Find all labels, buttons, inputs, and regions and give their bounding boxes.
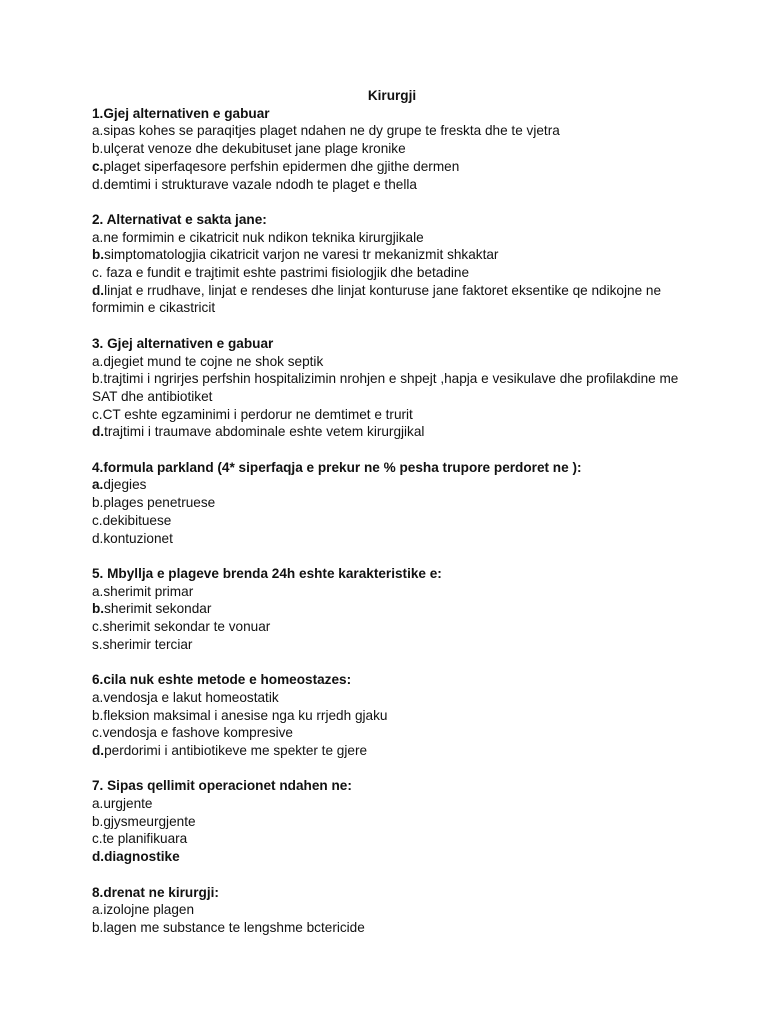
option-letter: c. xyxy=(92,619,103,635)
option-text: perdorimi i antibiotikeve me spekter te gjere xyxy=(104,742,368,758)
answer-option xyxy=(92,229,682,247)
answer-option xyxy=(92,370,682,405)
question-text: 8.drenat ne kirurgji: xyxy=(92,884,219,900)
option-letter: a. xyxy=(92,689,104,705)
answer-option xyxy=(92,140,682,158)
option-letter: a. xyxy=(92,229,104,245)
option-letter: d. xyxy=(92,282,105,298)
option-text: linjat e rrudhave, linjat e rendeses dhe linjat konturuse jane faktoret eksentike qe ndikojne ne formimin e cikastricit xyxy=(92,282,662,316)
option-letter: d. xyxy=(92,849,105,865)
option-letter: d. xyxy=(92,742,105,758)
option-letter: b. xyxy=(92,371,104,387)
answer-option xyxy=(92,530,682,548)
option-text: sherimir terciar xyxy=(102,636,193,652)
option-letter: b. xyxy=(92,707,104,723)
option-text: plages penetruese xyxy=(103,495,216,511)
option-letter: c. xyxy=(92,158,104,174)
answer-option xyxy=(92,122,682,140)
answer-option xyxy=(92,848,682,866)
document-title: Kirurgji xyxy=(367,88,417,103)
question-list xyxy=(92,105,682,937)
option-letter: d. xyxy=(92,176,104,192)
question-text: 4.formula parkland (4* siperfaqja e prekur ne % pesha trupore perdoret ne ): xyxy=(92,459,582,475)
option-text: djegies xyxy=(103,477,147,493)
option-letter: c. xyxy=(92,512,103,528)
answer-option xyxy=(92,583,682,601)
answer-option xyxy=(92,689,682,707)
question-block xyxy=(92,884,682,937)
option-text: diagnostike xyxy=(104,849,180,865)
answer-option xyxy=(92,742,682,760)
answer-option xyxy=(92,476,682,494)
option-text: plaget siperfaqesore perfshin epidermen dhe gjithe dermen xyxy=(103,158,460,174)
question-block xyxy=(92,105,682,194)
option-text: ne formimin e cikatricit nuk ndikon teknika kirurgjikale xyxy=(103,229,424,245)
option-text: sherimit sekondar te vonuar xyxy=(102,619,271,635)
question-block xyxy=(92,565,682,654)
option-letter: b. xyxy=(92,247,105,263)
option-text: fleksion maksimal i anesise nga ku rrjedh gjaku xyxy=(103,707,388,723)
option-text: simptomatologjia cikatricit varjon ne varesi tr mekanizmit shkaktar xyxy=(104,247,499,263)
question-block xyxy=(92,335,682,441)
answer-option xyxy=(92,512,682,530)
option-text: sherimit sekondar xyxy=(104,601,212,617)
option-letter: b. xyxy=(92,141,104,157)
answer-option xyxy=(92,707,682,725)
option-letter: d. xyxy=(92,424,105,440)
option-letter: a. xyxy=(92,796,104,812)
option-text: dekibituese xyxy=(102,512,172,528)
option-letter: a. xyxy=(92,477,104,493)
option-text: vendosja e fashove kompresive xyxy=(102,725,293,741)
question-text: 2. Alternativat e sakta jane: xyxy=(92,211,267,227)
question-text: 1.Gjej alternativen e gabuar xyxy=(92,105,270,121)
option-text: sipas kohes se paraqitjes plaget ndahen ne dy grupe te freskta dhe te vjetra xyxy=(103,123,560,139)
answer-option xyxy=(92,158,682,176)
question-block xyxy=(92,777,682,866)
option-letter: c. xyxy=(92,265,103,281)
option-text: te planifikuara xyxy=(102,831,188,847)
option-letter: b. xyxy=(92,919,104,935)
option-letter: c. xyxy=(92,406,103,422)
option-letter: a. xyxy=(92,583,104,599)
answer-option xyxy=(92,901,682,919)
answer-option xyxy=(92,423,682,441)
option-text: kontuzionet xyxy=(103,530,173,546)
answer-option xyxy=(92,264,682,282)
answer-option xyxy=(92,176,682,194)
option-text: urgjente xyxy=(103,796,153,812)
option-letter: a. xyxy=(92,353,104,369)
answer-option xyxy=(92,494,682,512)
option-text: djegiet mund te cojne ne shok septik xyxy=(103,353,324,369)
option-text: vendosja e lakut homeostatik xyxy=(103,689,279,705)
option-letter: b. xyxy=(92,813,104,829)
answer-option xyxy=(92,600,682,618)
answer-option xyxy=(92,353,682,371)
option-text: ulçerat venoze dhe dekubituset jane plage kronike xyxy=(103,141,406,157)
answer-option xyxy=(92,724,682,742)
option-letter: c. xyxy=(92,725,103,741)
option-letter: b. xyxy=(92,601,105,617)
answer-option xyxy=(92,795,682,813)
option-text: izolojne plagen xyxy=(103,902,195,918)
option-letter: c. xyxy=(92,831,103,847)
question-text: 6.cila nuk eshte metode e homeostazes: xyxy=(92,672,352,688)
option-letter: b. xyxy=(92,495,104,511)
question-block xyxy=(92,671,682,760)
answer-option xyxy=(92,618,682,636)
answer-option xyxy=(92,636,682,654)
option-letter: d. xyxy=(92,530,104,546)
option-letter: s. xyxy=(92,636,103,652)
option-text: demtimi i strukturave vazale ndodh te plaget e thella xyxy=(103,176,417,192)
answer-option xyxy=(92,813,682,831)
answer-option xyxy=(92,246,682,264)
option-text: sherimit primar xyxy=(103,583,194,599)
option-text: trajtimi i ngrirjes perfshin hospitalizimin nrohjen e shpejt ,hapja e vesikulave dhe profilakdine me SAT dhe antibiotiket xyxy=(92,371,679,404)
option-text: trajtimi i traumave abdominale eshte vetem kirurgjikal xyxy=(104,424,425,440)
question-block xyxy=(92,459,682,548)
question-block xyxy=(92,211,682,317)
question-text: 7. Sipas qellimit operacionet ndahen ne: xyxy=(92,778,352,794)
option-text: lagen me substance te lengshme bctericide xyxy=(103,919,365,935)
option-text: CT eshte egzaminimi i perdorur ne demtimet e trurit xyxy=(102,406,413,422)
option-letter: a. xyxy=(92,902,104,918)
option-text: gjysmeurgjente xyxy=(103,813,196,829)
option-text: faza e fundit e trajtimit eshte pastrimi fisiologjik dhe betadine xyxy=(102,265,470,281)
answer-option xyxy=(92,830,682,848)
question-text: 5. Mbyllja e plageve brenda 24h eshte karakteristike e: xyxy=(92,565,442,581)
answer-option xyxy=(92,919,682,937)
question-text: 3. Gjej alternativen e gabuar xyxy=(92,335,274,351)
option-letter: a. xyxy=(92,123,104,139)
document-page xyxy=(92,87,682,954)
answer-option xyxy=(92,406,682,424)
answer-option xyxy=(92,282,682,317)
